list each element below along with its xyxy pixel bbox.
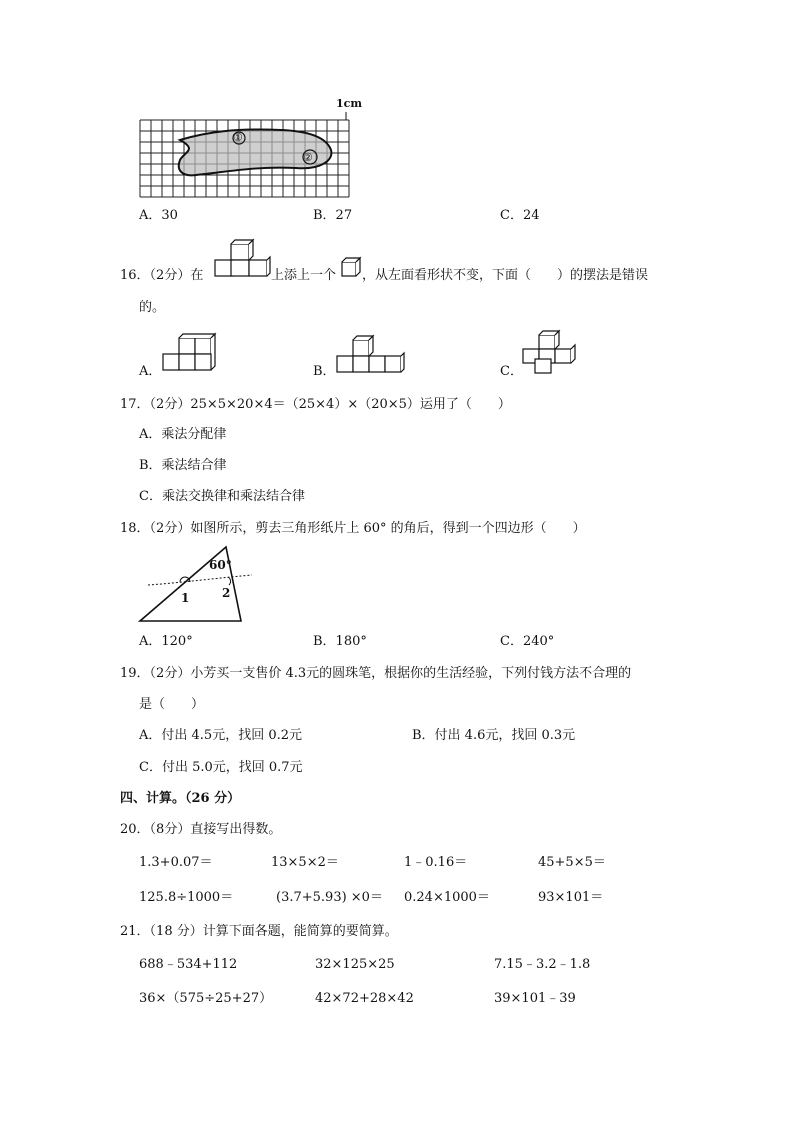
q19-option-c: C．付出 5.0元，找回 0.7元 (139, 760, 303, 775)
q19-option-b: B．付出 4.6元，找回 0.3元 (412, 728, 576, 743)
q19-option-a: A．付出 4.5元，找回 0.2元 (139, 728, 303, 743)
q20-item: 45+5×5＝ (538, 855, 606, 870)
q18-option-a: A．120° (139, 634, 193, 649)
grid-figure (136, 100, 356, 200)
q16-text-mid: 上添上一个 (271, 268, 337, 283)
q20-item: 0.24×1000＝ (404, 890, 490, 905)
triangle-figure (138, 545, 258, 625)
q20-item: 125.8÷1000＝ (139, 890, 234, 905)
q15-option-c: C．24 (500, 208, 540, 223)
angle-2-label: 2 (222, 586, 231, 600)
q16-option-b: B． (313, 364, 336, 379)
q21-item: 39×101﹣39 (494, 991, 576, 1006)
q16-option-c-figure (521, 331, 577, 375)
single-cube-icon (341, 256, 361, 280)
q18-option-b: B．180° (313, 634, 367, 649)
q21-item: 7.15﹣3.2﹣1.8 (494, 957, 591, 972)
angle-1-label: 1 (181, 591, 190, 605)
q16-text-before: 16．（2分）在 (120, 268, 204, 283)
q21-stem: 21．（18 分）计算下面各题，能简算的要简算。 (120, 924, 398, 939)
base-blocks-figure (213, 240, 271, 282)
section-4-title: 四、计算。（26 分） (120, 791, 241, 806)
q17-option-b: B．乘法结合律 (139, 458, 227, 473)
q15-option-a: A．30 (139, 208, 178, 223)
q16-text-line2: 的。 (139, 300, 166, 315)
q20-item: 13×5×2＝ (271, 855, 339, 870)
q20-item: 1.3+0.07＝ (139, 855, 213, 870)
q15-option-b: B．27 (313, 208, 353, 223)
angle-60-label: 60° (209, 558, 232, 572)
region-label-2: ② (303, 151, 313, 164)
q20-item: 1﹣0.16＝ (404, 855, 468, 870)
q21-item: 42×72+28×42 (315, 991, 414, 1006)
q21-item: 32×125×25 (315, 957, 395, 972)
q16-option-c: C． (500, 364, 523, 379)
q20-item: (3.7+5.93) ×0＝ (276, 890, 383, 905)
region-label-1: ① (233, 131, 243, 144)
q16-option-b-figure (337, 336, 405, 376)
q16-option-a-figure (163, 332, 219, 374)
q20-item: 93×101＝ (538, 890, 604, 905)
q21-item: 688﹣534+112 (139, 957, 238, 972)
q18-option-c: C．240° (500, 634, 555, 649)
q16-option-a: A． (139, 364, 162, 379)
q17-option-a: A．乘法分配律 (139, 427, 227, 442)
q19-stem-line2: 是（ ） (139, 697, 205, 712)
q19-stem-line1: 19．（2分）小芳买一支售价 4.3元的圆珠笔，根据你的生活经验，下列付钱方法不合理的 (120, 666, 632, 681)
grid-unit-label: 1cm (336, 97, 362, 110)
q17-stem: 17．（2分）25×5×20×4＝（25×4）×（20×5）运用了（ ） (120, 397, 511, 412)
q21-item: 36×（575÷25+27） (139, 991, 273, 1006)
q20-stem: 20．（8分）直接写出得数。 (120, 822, 282, 837)
q17-option-c: C．乘法交换律和乘法结合律 (139, 489, 305, 504)
q18-stem: 18．（2分）如图所示，剪去三角形纸片上 60° 的角后，得到一个四边形（ ） (120, 521, 586, 536)
q16-text-after: ，从左面看形状不变，下面（ ）的摆法是错误 (362, 268, 649, 283)
